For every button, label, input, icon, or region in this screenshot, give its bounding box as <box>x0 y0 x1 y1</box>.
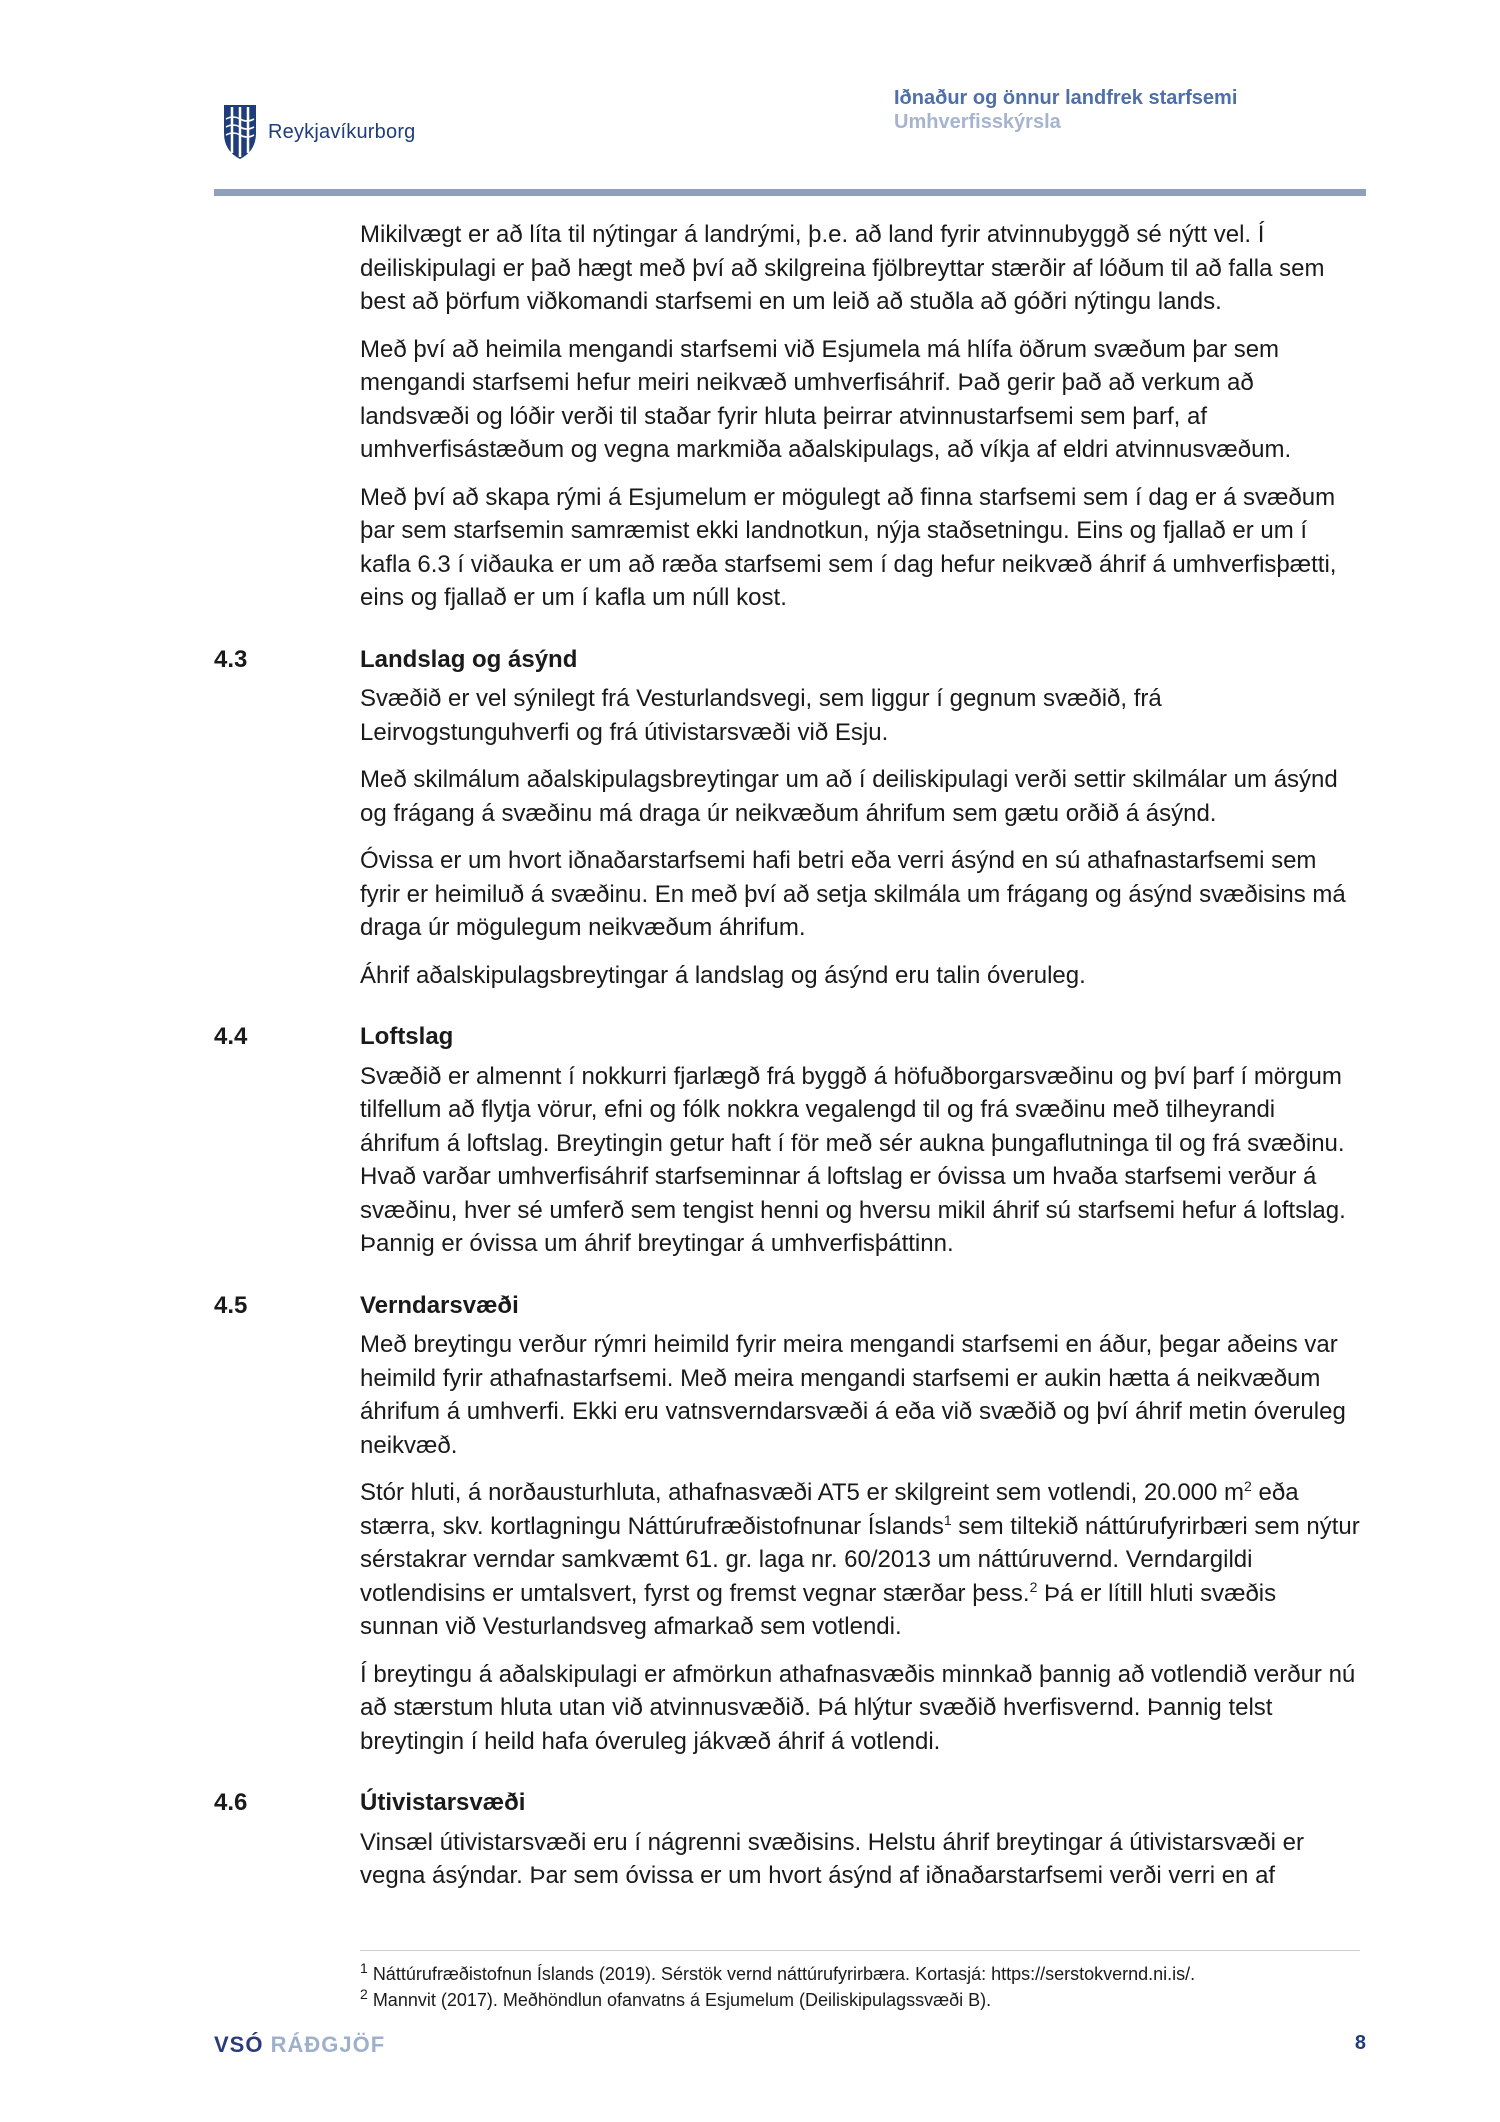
section-heading <box>214 643 1366 677</box>
footnote-2 <box>360 1987 1360 2013</box>
paragraph: Mikilvægt er að líta til nýtingar á landrými, þ.e. að land fyrir atvinnubyggð sé nýtt vel. Í deiliskipulagi er það hægt með því að skilgreina fjölbreyttar stærðir af lóðum til að falla sem best að þörfum viðkomandi starfsemi en um leið að stuðla að góðri nýtingu lands. <box>360 221 1325 315</box>
text-run: sem tiltekið náttúrufyrirbæri sem nýtur sérstakrar verndar samkvæmt 61. gr. laga nr. 60/2013 um náttúruvernd. Verndargildi votlendisins er umtalsvert, fyrst og fremst vegnar stærðar þess. <box>360 1512 1360 1607</box>
section-4-6 <box>214 1786 1366 1893</box>
footnotes <box>360 1950 1360 2013</box>
text-run: eða stærra, skv. kortlagningu Náttúrufræðistofnunar Íslands <box>360 1479 1299 1540</box>
footnote-1 <box>360 1961 1360 1987</box>
paragraph: Vinsæl útivistarsvæði eru í nágrenni svæðisins. Helstu áhrif breytingar á útivistarsvæði er vegna ásýndar. Þar sem óvissa er um hvort ásýnd af iðnaðarstarfsemi verði verri en af <box>360 1828 1304 1889</box>
paragraph: Svæðið er almennt í nokkurri fjarlægð frá byggð á höfuðborgarsvæðinu og því þarf í mörgum tilfellum að flytja vörur, efni og fólk nokkra vegalengd til og frá svæðinu með tilheyrandi áhrifum á loftslag. Breytingin getur haft í för með sér aukna þungaflutninga til og frá svæðinu. Hvað varðar umhverfisáhrif starfseminnar á loftslag er óvissa um hvaða starfsemi verður á svæðinu, hver sé umferð sem tengist henni og hversu mikil áhrif sú starfsemi hefur á loftslag. Þannig er óvissa um áhrif breytingar á umhverfisþáttinn. <box>360 1062 1346 1257</box>
header-rule <box>214 189 1366 196</box>
section-title: Loftslag <box>360 1023 454 1050</box>
section-4-3 <box>214 643 1366 993</box>
section-number: 4.3 <box>214 645 248 673</box>
section-number: 4.6 <box>214 1789 248 1816</box>
section-heading <box>214 1289 1366 1323</box>
paragraph: Svæðið er vel sýnilegt frá Vesturlandsvegi, sem liggur í gegnum svæðið, frá Leirvogstunguhverfi og frá útivistarsvæði við Esju. <box>360 685 1162 746</box>
section-number: 4.4 <box>214 1023 248 1050</box>
footnote-number: 1 <box>360 1960 368 1976</box>
paragraph: Með því að skapa rými á Esjumelum er mögulegt að finna starfsemi sem í dag er á svæðum þar sem starfsemin samræmist ekki landnotkun, nýja staðsetningu. Eins og fjallað er um í kafla 6.3 í viðauka er um að ræða starfsemi sem í dag hefur neikvæð áhrif á umhverfisþætti, eins og fjallað er um í kafla um núll kost. <box>360 483 1337 611</box>
vso-brand-logo <box>214 2032 385 2057</box>
text-run: Þá er lítill hluti svæðis sunnan við Vesturlandsveg afmarkað sem votlendi. <box>360 1579 1277 1640</box>
document-title: Iðnaður og önnur landfrek starfsemi <box>894 87 1238 109</box>
page-number: 8 <box>1354 2032 1366 2054</box>
paragraph: Áhrif aðalskipulagsbreytingar á landslag og ásýnd eru talin óveruleg. <box>360 961 1086 989</box>
header-titles <box>894 86 1284 134</box>
paragraph: Í breytingu á aðalskipulagi er afmörkun athafnasvæðis minnkað þannig að votlendið verður nú að stærstum hluta utan við atvinnusvæðið. Þá hlýtur svæðið hverfisvernd. Þannig telst breytingin í heild hafa óveruleg jákvæð áhrif á votlendi. <box>360 1660 1356 1755</box>
text-run: Stór hluti, á norðausturhluta, athafnasvæði AT5 er skilgreint sem votlendi, 20.000 m <box>360 1479 1245 1506</box>
section-title: Verndarsvæði <box>360 1291 519 1319</box>
brand-primary: VSÓ <box>214 2032 264 2057</box>
section-title: Landslag og ásýnd <box>360 645 578 673</box>
section-title: Útivistarsvæði <box>360 1789 526 1816</box>
section-number: 4.5 <box>214 1291 248 1319</box>
paragraph: Með skilmálum aðalskipulagsbreytingar um að í deiliskipulagi verði settir skilmálar um ásýnd og frágang á svæðinu má draga úr neikvæðum áhrifum sem gætu orðið á ásýnd. <box>360 766 1338 827</box>
reykjavik-logo <box>222 100 416 164</box>
section-4-5 <box>214 1289 1366 1759</box>
document-subtitle: Umhverfisskýrsla <box>894 111 1061 133</box>
footnote-ref-1[interactable]: 1 <box>943 1511 952 1528</box>
coat-of-arms-icon <box>222 103 258 161</box>
footnote-text: Mannvit (2017). Meðhöndlun ofanvatns á Esjumelum (Deiliskipulagssvæði B). <box>372 1990 992 2010</box>
page-footer <box>214 2032 1366 2062</box>
brand-secondary: RÁÐGJÖF <box>270 2032 386 2057</box>
page-header <box>0 0 1500 200</box>
superscript: 2 <box>1244 1478 1252 1494</box>
wetland-paragraph <box>360 1476 1360 1644</box>
section-4-4 <box>214 1020 1366 1261</box>
footnote-text: Náttúrufræðistofnun Íslands (2019). Sérstök vernd náttúrufyrirbæra. Kortasjá: https://serstokvernd.ni.is/. <box>372 1964 1196 1984</box>
section-heading <box>214 1020 1366 1054</box>
section-heading <box>214 1786 1366 1820</box>
footnote-ref-2[interactable]: 2 <box>1029 1578 1038 1595</box>
footnote-number: 2 <box>360 1986 368 2002</box>
paragraph: Óvissa er um hvort iðnaðarstarfsemi hafi betri eða verri ásýnd en sú athafnastarfsemi sem fyrir er heimiluð á svæðinu. En með því að setja skilmála um frágang og ásýnd svæðisins má draga úr mögulegum neikvæðum áhrifum. <box>360 847 1346 941</box>
logo-text: Reykjavíkurborg <box>268 120 416 143</box>
page-content <box>214 218 1366 1907</box>
paragraph: Með því að heimila mengandi starfsemi við Esjumela má hlífa öðrum svæðum þar sem mengandi starfsemi hefur meiri neikvæð umhverfisáhrif. Það gerir það að verkum að landsvæði og lóðir verði til staðar fyrir hluta þeirrar atvinnustarfsemi sem þarf, af umhverfisástæðum og vegna markmiða aðalskipulags, að víkja af eldri atvinnusvæðum. <box>360 335 1292 463</box>
paragraph: Með breytingu verður rýmri heimild fyrir meira mengandi starfsemi en áður, þegar aðeins var heimild fyrir athafnastarfsemi. Með meira mengandi starfsemi er aukin hætta á neikvæðum áhrifum á umhverfi. Ekki eru vatnsverndarsvæði á eða við svæðið og því áhrif metin óveruleg neikvæð. <box>360 1331 1346 1459</box>
